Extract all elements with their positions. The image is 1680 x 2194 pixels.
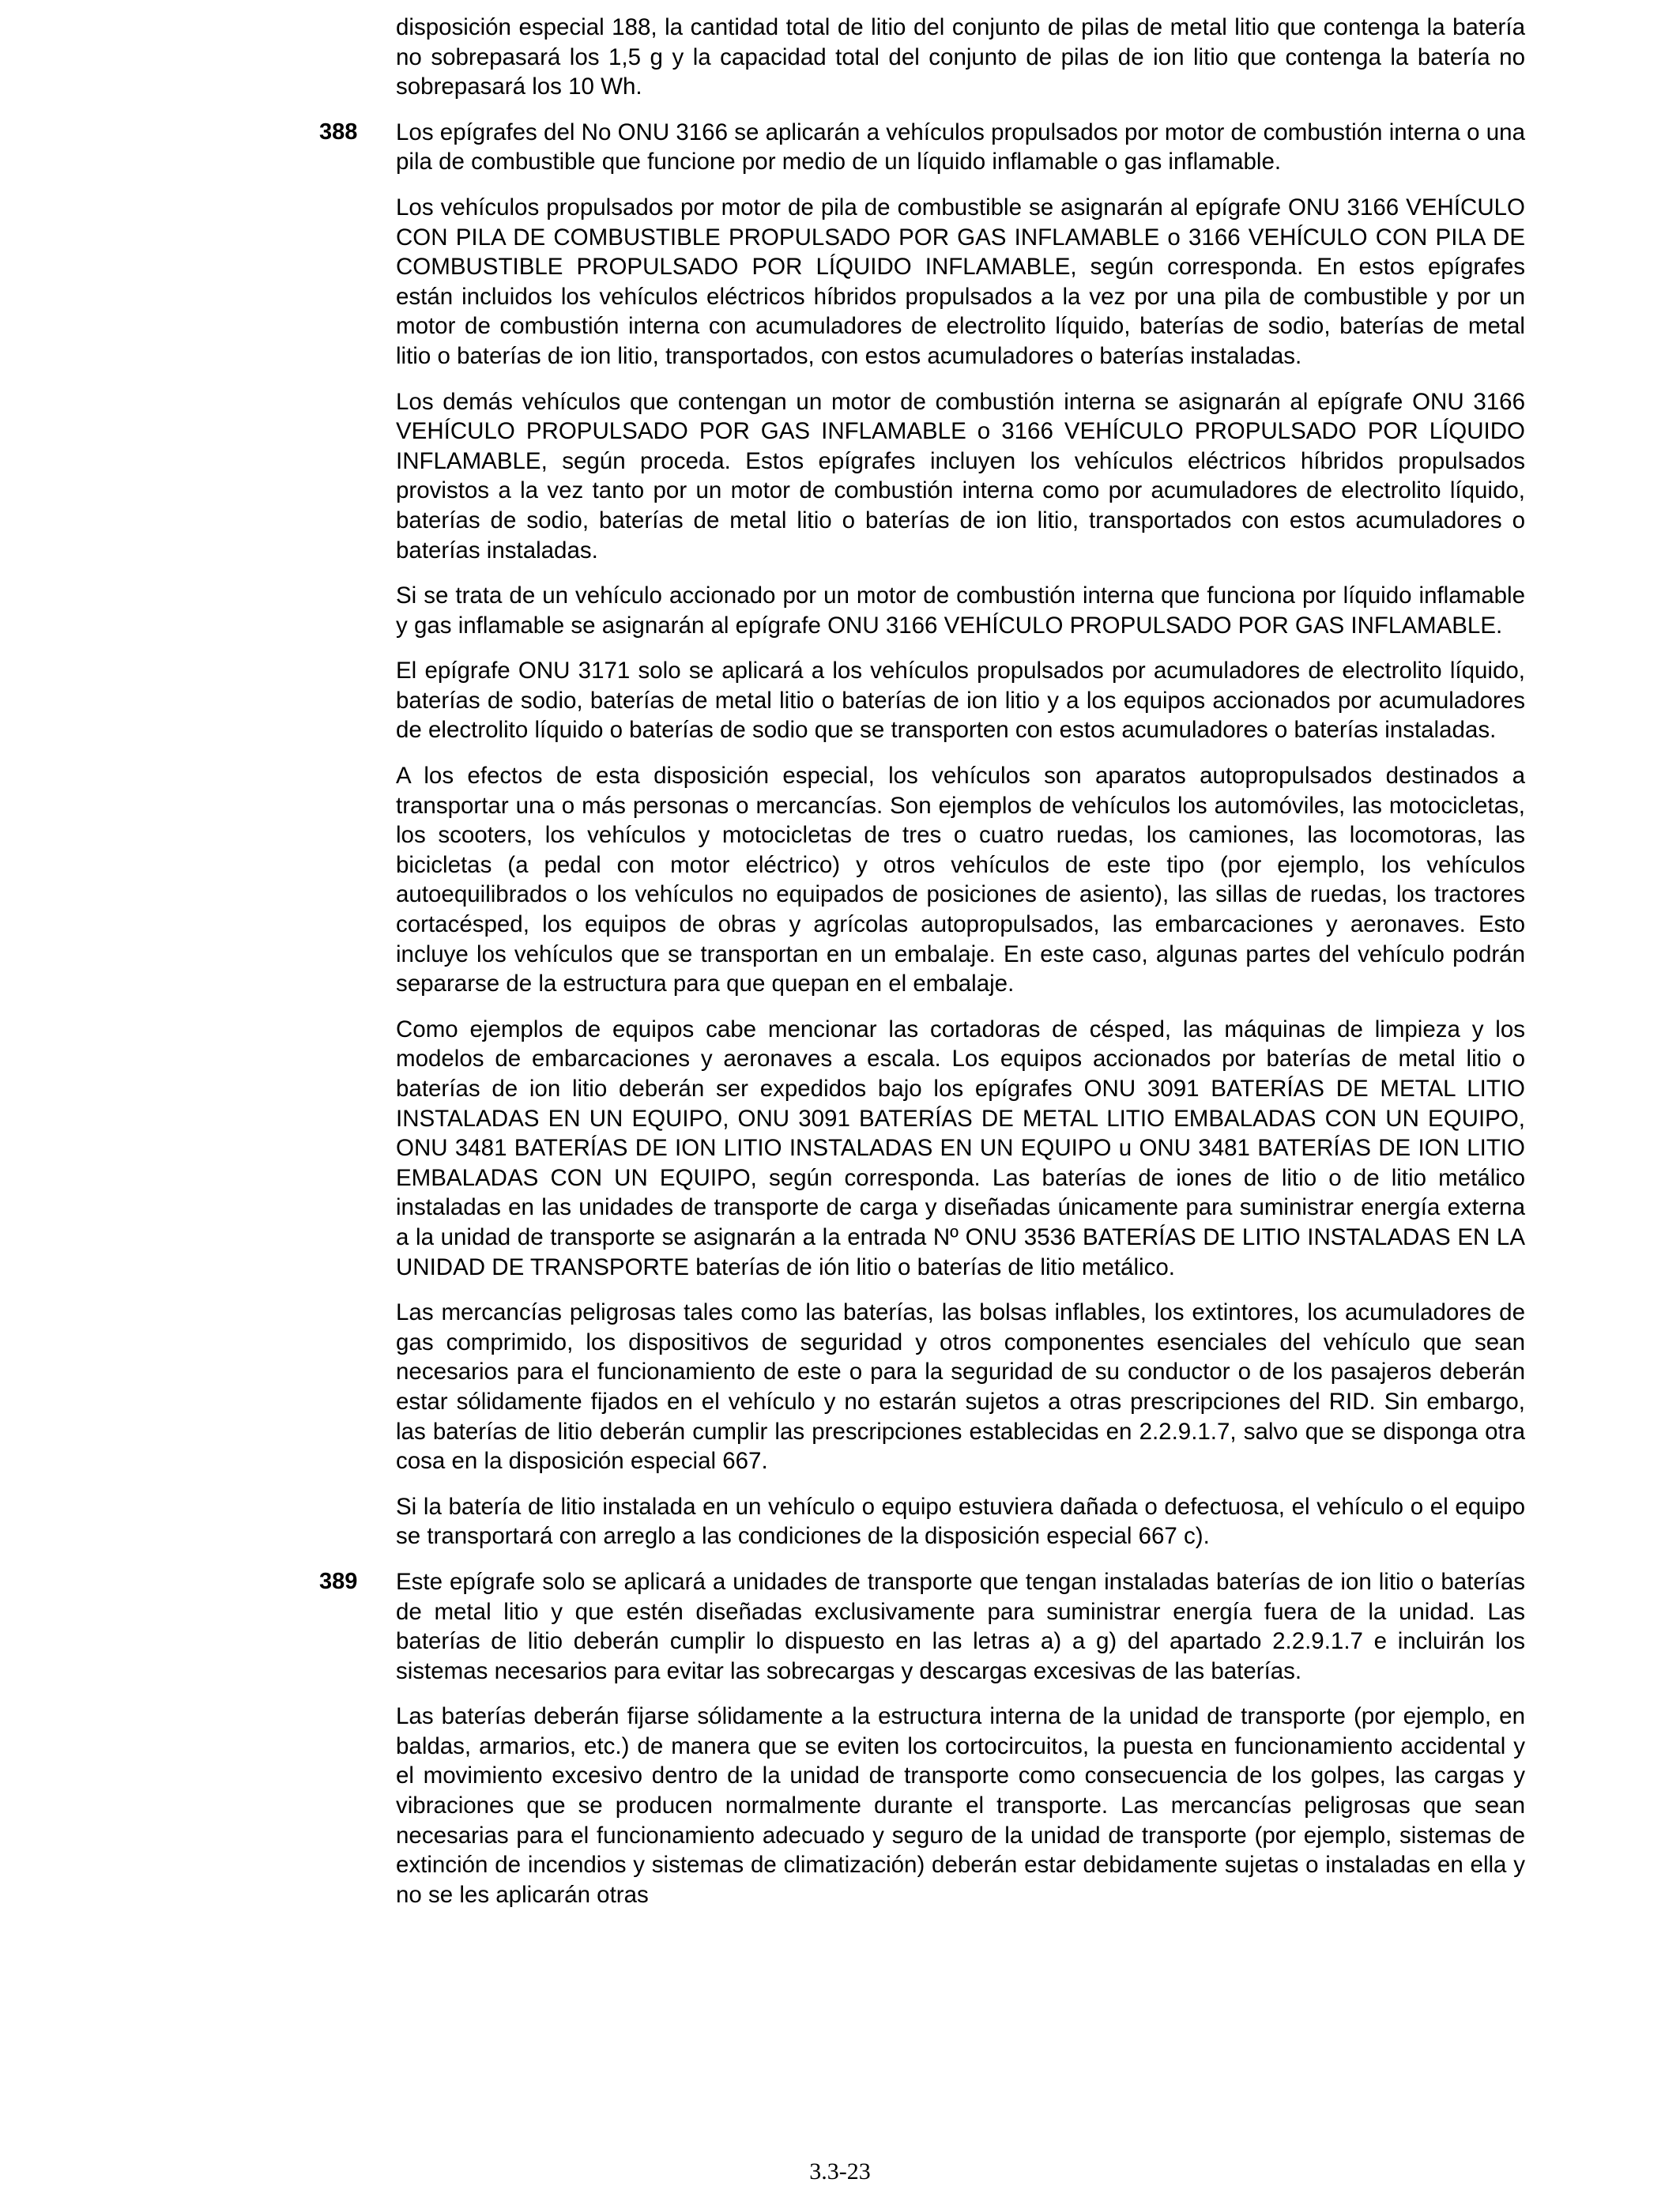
page-number: 3.3-23 [809, 2158, 871, 2185]
document-body [0, 13, 1680, 1925]
paragraph: Los epígrafes del No ONU 3166 se aplicarán a vehículos propulsados por motor de combustión interna o una pila de combustible que funcione por medio de un líquido inflamable o gas inflamable. [396, 119, 1525, 175]
paragraph: A los efectos de esta disposición especial, los vehículos son aparatos autopropulsados destinados a transportar una o más personas o mercancías. Son ejemplos de vehículos los automóviles, las motocicletas, los scooters, los vehículos y motocicletas de tres o cuatro ruedas, los camiones, las locomotoras, las bicicletas (a pedal con motor eléctrico) y otros vehículos de este tipo (por ejemplo, los vehículos autoequilibrados o los vehículos no equipados de posiciones de asiento), las sillas de ruedas, los tractores cortacésped, los equipos de obras y agrícolas autopropulsados, las embarcaciones y aeronaves. Esto incluye los vehículos que se transportan en un embalaje. En este caso, algunas partes del vehículo podrán separarse de la estructura para que quepan en el embalaje. [396, 763, 1525, 997]
paragraph: Este epígrafe solo se aplicará a unidades de transporte que tengan instaladas baterías de ion litio o baterías de metal litio y que estén diseñadas exclusivamente para suministrar energía fuera de la unidad. Las baterías de litio deberán cumplir lo dispuesto en las letras a) a g) del apartado 2.2.9.1.7 e incluirán los sistemas necesarios para evitar las sobrecargas y descargas excesivas de las baterías. [396, 1568, 1525, 1684]
paragraph: disposición especial 188, la cantidad total de litio del conjunto de pilas de metal litio que contenga la batería no sobrepasará los 1,5 g y la capacidad total del conjunto de pilas de ion litio que contenga la batería no sobrepasará los 10 Wh. [396, 14, 1525, 100]
paragraph: Los vehículos propulsados por motor de pila de combustible se asignarán al epígrafe ONU 3166 VEHÍCULO CON PILA DE COMBUSTIBLE PROPULSADO POR GAS INFLAMABLE o 3166 VEHÍCULO CON PILA DE COMBUSTIBLE PROPULSADO POR LÍQUIDO INFLAMABLE, según corresponda. En estos epígrafes están incluidos los vehículos eléctricos híbridos propulsados a la vez por una pila de combustible y por un motor de combustión interna con acumuladores de electrolito líquido, baterías de sodio, baterías de metal litio o baterías de ion litio, transportados, con estos acumuladores o baterías instaladas. [396, 194, 1525, 369]
paragraph: Las mercancías peligrosas tales como las baterías, las bolsas inflables, los extintores, los acumuladores de gas comprimido, los dispositivos de seguridad y otros componentes esenciales del vehículo que sean necesarios para el funcionamiento de este o para la seguridad de su conductor o de los pasajeros deberán estar sólidamente fijados en el vehículo y no estarán sujetos a otras prescripciones del RID. Sin embargo, las baterías de litio deberán cumplir las prescripciones establecidas en 2.2.9.1.7, salvo que se disponga otra cosa en la disposición especial 667. [396, 1299, 1525, 1475]
provision-number: 388 [319, 119, 358, 145]
provision-388 [0, 118, 1680, 1551]
paragraph: El epígrafe ONU 3171 solo se aplicará a los vehículos propulsados por acumuladores de electrolito líquido, baterías de sodio, baterías de metal litio o baterías de ion litio y a los equipos accionados por acumuladores de electrolito líquido o baterías de sodio que se transporten con estos acumuladores o baterías instaladas. [396, 658, 1525, 744]
paragraph: Los demás vehículos que contengan un motor de combustión interna se asignarán al epígrafe ONU 3166 VEHÍCULO PROPULSADO POR GAS INFLAMABLE o 3166 VEHÍCULO PROPULSADO POR LÍQUIDO INFLAMABLE, según proceda. Estos epígrafes incluyen los vehículos eléctricos híbridos propulsados provistos a la vez tanto por un motor de combustión interna como por acumuladores de electrolito líquido, baterías de sodio, baterías de metal litio o baterías de ion litio, transportados con estos acumuladores o baterías instaladas. [396, 388, 1525, 564]
provision-389 [0, 1567, 1680, 1910]
paragraph: Si se trata de un vehículo accionado por un motor de combustión interna que funciona por líquido inflamable y gas inflamable se asignarán al epígrafe ONU 3166 VEHÍCULO PROPULSADO POR GAS INFLAMABLE. [396, 582, 1525, 639]
paragraph: Si la batería de litio instalada en un vehículo o equipo estuviera dañada o defectuosa, el vehículo o el equipo se transportará con arreglo a las condiciones de la disposición especial 667 c). [396, 1493, 1525, 1550]
continuation-block [0, 13, 1680, 102]
paragraph: Las baterías deberán fijarse sólidamente a la estructura interna de la unidad de transporte (por ejemplo, en baldas, armarios, etc.) de manera que se eviten los cortocircuitos, la puesta en funcionamiento accidental y el movimiento excesivo dentro de la unidad de transporte como consecuencia de los golpes, las cargas y vibraciones que se producen normalmente durante el transporte. Las mercancías peligrosas que sean necesarias para el funcionamiento adecuado y seguro de la unidad de transporte (por ejemplo, sistemas de extinción de incendios y sistemas de climatización) deberán estar debidamente sujetas o instaladas en ella y no se les aplicarán otras [396, 1703, 1525, 1908]
provision-number: 389 [319, 1568, 358, 1594]
paragraph: Como ejemplos de equipos cabe mencionar las cortadoras de césped, las máquinas de limpieza y los modelos de embarcaciones y aeronaves a escala. Los equipos accionados por baterías de metal litio o baterías de ion litio deberán ser expedidos bajo los epígrafes ONU 3091 BATERÍAS DE METAL LITIO INSTALADAS EN UN EQUIPO, ONU 3091 BATERÍAS DE METAL LITIO EMBALADAS CON UN EQUIPO, ONU 3481 BATERÍAS DE ION LITIO INSTALADAS EN UN EQUIPO u ONU 3481 BATERÍAS DE ION LITIO EMBALADAS CON UN EQUIPO, según corresponda. Las baterías de iones de litio o de litio metálico instaladas en las unidades de transporte de carga y diseñadas únicamente para suministrar energía externa a la unidad de transporte se asignarán a la entrada Nº ONU 3536 BATERÍAS DE LITIO INSTALADAS EN LA UNIDAD DE TRANSPORTE baterías de ión litio o baterías de litio metálico. [396, 1016, 1525, 1280]
